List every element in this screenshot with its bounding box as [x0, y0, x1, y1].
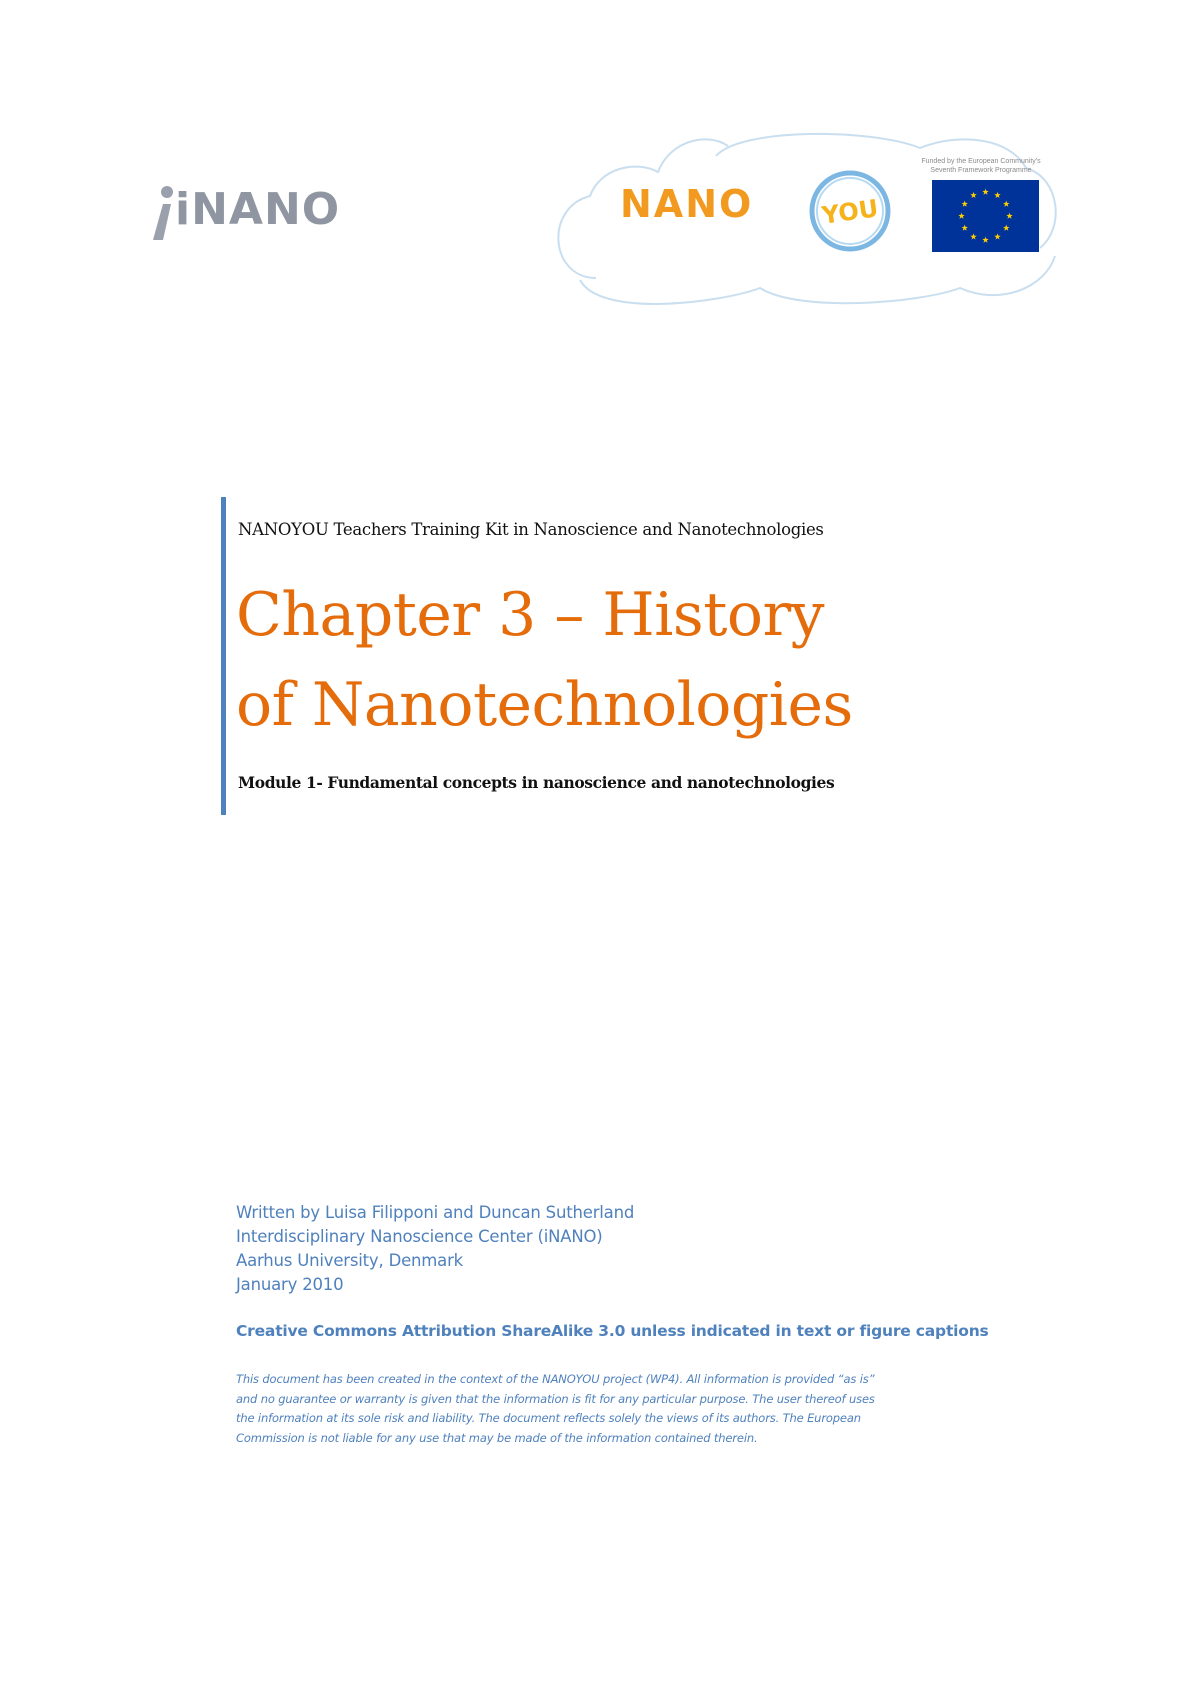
- disclaimer-line: This document has been created in the context of the NANOYOU project (WP4). All information is provided “as is”: [236, 1372, 875, 1386]
- module-title: Module 1- Fundamental concepts in nanoscience and nanotechnologies: [238, 773, 835, 792]
- author-block: [236, 1201, 634, 1297]
- inano-logo-text: iNANO: [175, 184, 341, 235]
- nanoyou-logo-text: NANO: [620, 182, 754, 226]
- disclaimer-text: [236, 1370, 971, 1448]
- chapter-title-line: Chapter 3 – History: [236, 580, 825, 650]
- eu-flag-icon: [932, 180, 1039, 252]
- author-line: Written by Luisa Filipponi and Duncan Sutherland: [236, 1203, 635, 1222]
- eu-funding-text: Funded by the European Community's Seventh Framework Programme: [921, 158, 1041, 174]
- chapter-title-line: of Nanotechnologies: [236, 670, 853, 740]
- inano-logo: [145, 178, 341, 248]
- nanoyou-circle-icon: [805, 166, 895, 256]
- kit-title: NANOYOU Teachers Training Kit in Nanoscience and Nanotechnologies: [238, 520, 824, 539]
- university-line: Aarhus University, Denmark: [236, 1251, 464, 1270]
- nanoyou-circle-text: YOU: [820, 194, 881, 230]
- disclaimer-line: and no guarantee or warranty is given that the information is fit for any particular purpose. The user thereof uses: [236, 1391, 875, 1406]
- disclaimer-line: Commission is not liable for any use that may be made of the information contained therein.: [236, 1430, 758, 1445]
- title-accent-bar: [221, 497, 226, 815]
- license-text: Creative Commons Attribution ShareAlike 3.0 unless indicated in text or figure captions: [236, 1322, 989, 1340]
- chapter-title: [236, 570, 1136, 750]
- disclaimer-line: the information at its sole risk and liability. The document reflects solely the views of its authors. The European: [236, 1411, 861, 1425]
- date-line: January 2010: [236, 1275, 344, 1294]
- affiliation-line: Interdisciplinary Nanoscience Center (iNANO): [236, 1227, 603, 1246]
